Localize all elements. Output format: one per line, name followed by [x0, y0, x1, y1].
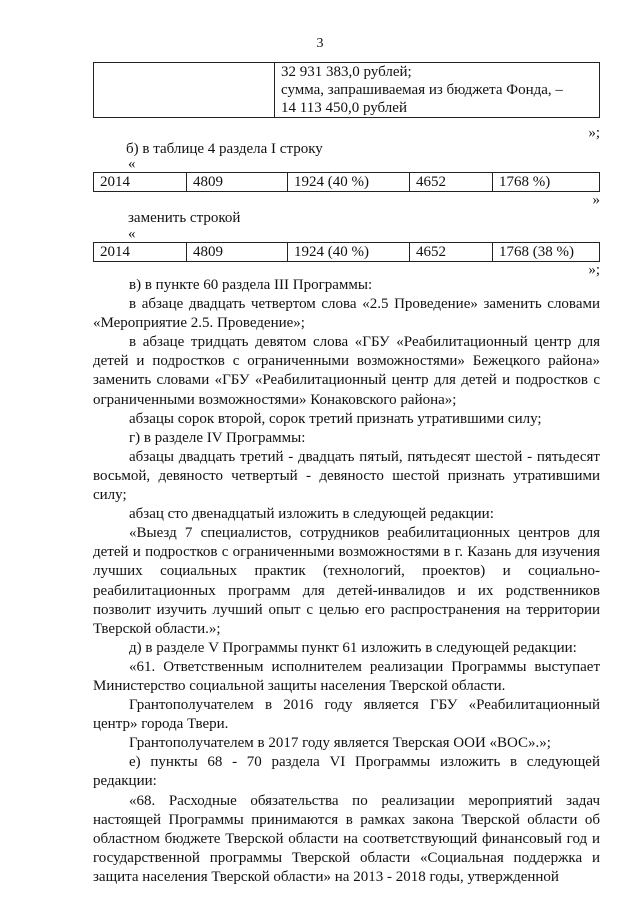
table-row-new: [93, 242, 600, 262]
paragraph: в) в пункте 60 раздела III Программы:: [129, 277, 373, 293]
paragraph: е) пункты 68 - 70 раздела VI Программы изложить в следующей редакции:: [93, 754, 600, 790]
table-cell: 1768 %): [493, 173, 600, 192]
table-cell: 2014: [94, 173, 187, 192]
paragraph: д) в разделе V Программы пункт 61 изложить в следующей редакции:: [129, 639, 577, 656]
table-cell: 4809: [187, 243, 288, 262]
amount-line: 14 113 450,0 рублей: [281, 100, 407, 116]
quote-open: «: [128, 226, 136, 242]
table-cell: 1924 (40 %): [288, 243, 410, 262]
table-cell: 4809: [187, 173, 288, 192]
table-cell: 4652: [410, 243, 493, 262]
paragraph: «61. Ответственным исполнителем реализации Программы выступает Министерство социальной защиты населения Тверской области.: [93, 658, 600, 694]
paragraph: абзацы сорок второй, сорок третий признать утратившими силу;: [129, 410, 542, 427]
replace-label: заменить строкой: [128, 210, 241, 226]
section-b-intro: б) в таблице 4 раздела I строку: [126, 141, 323, 157]
paragraph: г) в разделе IV Программы:: [129, 429, 306, 446]
quote-open: «: [128, 156, 136, 172]
table-row: [94, 63, 600, 118]
paragraph: в абзаце двадцать четвертом слова «2.5 Проведение» заменить словами «Мероприятие 2.5. Проведение»;: [93, 296, 600, 332]
table-cell: 2014: [94, 243, 187, 262]
quote-close: »;: [588, 125, 600, 141]
paragraph: Грантополучателем в 2017 году является Тверская ООИ «ВОС».»;: [129, 735, 551, 752]
paragraph: абзацы двадцать третий - двадцать пятый, пятьдесят шестой - пятьдесят восьмой, девяносто четвертый - девяносто шестой признать утратившими силу;: [93, 448, 600, 504]
quote-close: »;: [588, 262, 600, 278]
amount-line: 32 931 383,0 рублей;: [281, 64, 412, 80]
paragraph: Грантополучателем в 2016 году является ГБУ «Реабилитационный центр» города Твери.: [93, 697, 600, 733]
paragraph: в абзаце тридцать девятом слова «ГБУ «Реабилитационный центр для детей и подростков с ограниченными возможностями» Бежецкого района» заменить словами «ГБУ «Реабилитационный центр для детей и подростков с ограниченными возможностями» Конаковского района»;: [93, 334, 600, 408]
table-row: [94, 243, 600, 262]
paragraph: «Выезд 7 специалистов, сотрудников реабилитационных центров для детей и подростков с ограниченными возможностями в г. Казань для изучения лучших социальных практик (технологий, проектов) и социально-реабилитационных программ для детей-инвалидов и их родственников позволит изучить лучший опыт с целью его распространения на территории Тверской области.»;: [93, 525, 600, 637]
quote-close: »: [592, 192, 600, 208]
paragraph: «68. Расходные обязательства по реализации мероприятий задач настоящей Программы принимаются в рамках закона Тверской области об областном бюджете Тверской области на соответствующий финансовый год и государственной программы Тверской области «Социальная поддержка и защита населения Тверской области» на 2013 - 2018 годы, утвержденной: [93, 792, 600, 885]
table-row: [94, 173, 600, 192]
amount-line: сумма, запрашиваемая из бюджета Фонда, –: [281, 82, 563, 98]
document-body: [93, 276, 600, 887]
continuation-table: [93, 62, 600, 118]
table-cell: 1768 (38 %): [493, 243, 600, 262]
table-cell: 1924 (40 %): [288, 173, 410, 192]
table-cell: 4652: [410, 173, 493, 192]
page-number: 3: [316, 36, 324, 51]
table-row-old: [93, 172, 600, 192]
table-cell-empty: [94, 63, 275, 118]
table-cell-amounts: [275, 63, 600, 118]
paragraph: абзац сто двенадцатый изложить в следующей редакции:: [129, 506, 494, 523]
